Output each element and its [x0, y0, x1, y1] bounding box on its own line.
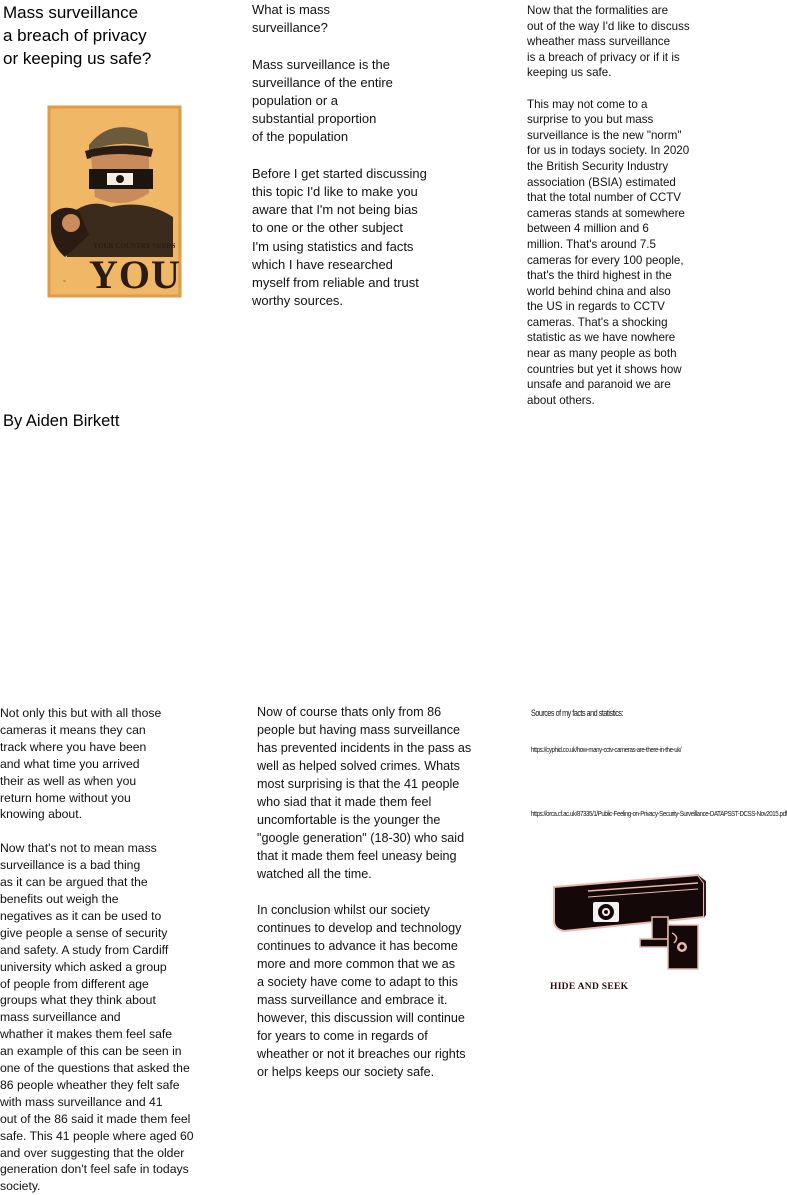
- intro-column-text: What is mass surveillance? Mass surveillance is the surveillance of the entire population or a substantial proportion of the population Before I get started discussing this topic I'd like to make you aware that I'm not being bias to one or the other subject I'm using statistics and facts which I have researched myself from reliable and trust worthy sources.: [252, 2, 427, 309]
- cctv-camera-image: [548, 873, 708, 973]
- sources-heading: Sources of my facts and statistics:: [531, 708, 624, 718]
- poster-image: [49, 107, 180, 296]
- poster-caption: YOUR COUNTRY NEEDS: [93, 242, 176, 250]
- camera-caption: HIDE AND SEEK: [550, 982, 629, 992]
- article-title: Mass surveillance a breach of privacy or keeping us safe?: [3, 3, 152, 68]
- uncle-sam-poster: [49, 107, 180, 296]
- svg-text:~: ~: [63, 279, 66, 285]
- statistics-column-text: Now that the formalities are out of the way I'd like to discuss wheather mass surveillance is a breach of privacy or if it is keeping us safe. This may not come to a surprise to you but mass surveillance is the new "norm" for us in todays society. In 2020 the British Security Industry association (BSIA) estimated that the total number of CCTV cameras stands at somewhere between 4 million and 6 million. That's around 7.5 cameras for every 100 people, that's the third highest in the world behind china and also the US in regards to CCTV cameras. That's a shocking statistic as we have nowhere near as many people as both countries but yet it shows how unsafe and paranoid we are about others.: [527, 4, 690, 407]
- source-link[interactable]: https://orca.cf.ac.uk/87335/1/Public-Feeling-on-Privacy-Security-Surveillance-DATAPSST-DCSS-Nov2015.pdf: [531, 809, 787, 818]
- author-byline: By Aiden Birkett: [3, 412, 120, 430]
- tracking-column-text: Not only this but with all those cameras it means they can track where you have been and what time you arrived their as well as when you return home without you knowing about. Now that's not to mean mass surveillance is a bad thing as it can be argued that the benefits out weigh the negatives as it can be used to give people a sense of security and safety. A study from Cardiff university which asked a group of people from different age groups what they think about mass surveillance and whather it makes them feel safe an example of this can be seen in one of the questions that asked the 86 people wheather they felt safe with mass surveillance and 41 out of the 86 said it made them feel safe. This 41 people where aged 60 and over suggesting that the older generation don't feel safe in todays society.: [0, 706, 194, 1194]
- conclusion-column-text: Now of course thats only from 86 people but having mass surveillance has prevented incidents in the pass as well as helped solved crimes. Whats most surprising is that the 41 people who siad that it made them feel uncomfortable is the younger the "google generation" (18-30) who said that it made them feel uneasy being watched all the time. In conclusion whilst our society continues to develop and technology continues to advance it has become more and more common that we as a society have come to adapt to this mass surveillance and embrace it. however, this discussion will continue for years to come in regards of wheather or not it breaches our rights or helps keeps our society safe.: [257, 705, 472, 1079]
- cctv-camera-icon: [548, 873, 708, 973]
- poster-big-text: YOU: [89, 252, 181, 297]
- source-link[interactable]: https://cyphid.co.uk/how-many-cctv-cameras-are-there-in-the-uk/: [531, 745, 682, 754]
